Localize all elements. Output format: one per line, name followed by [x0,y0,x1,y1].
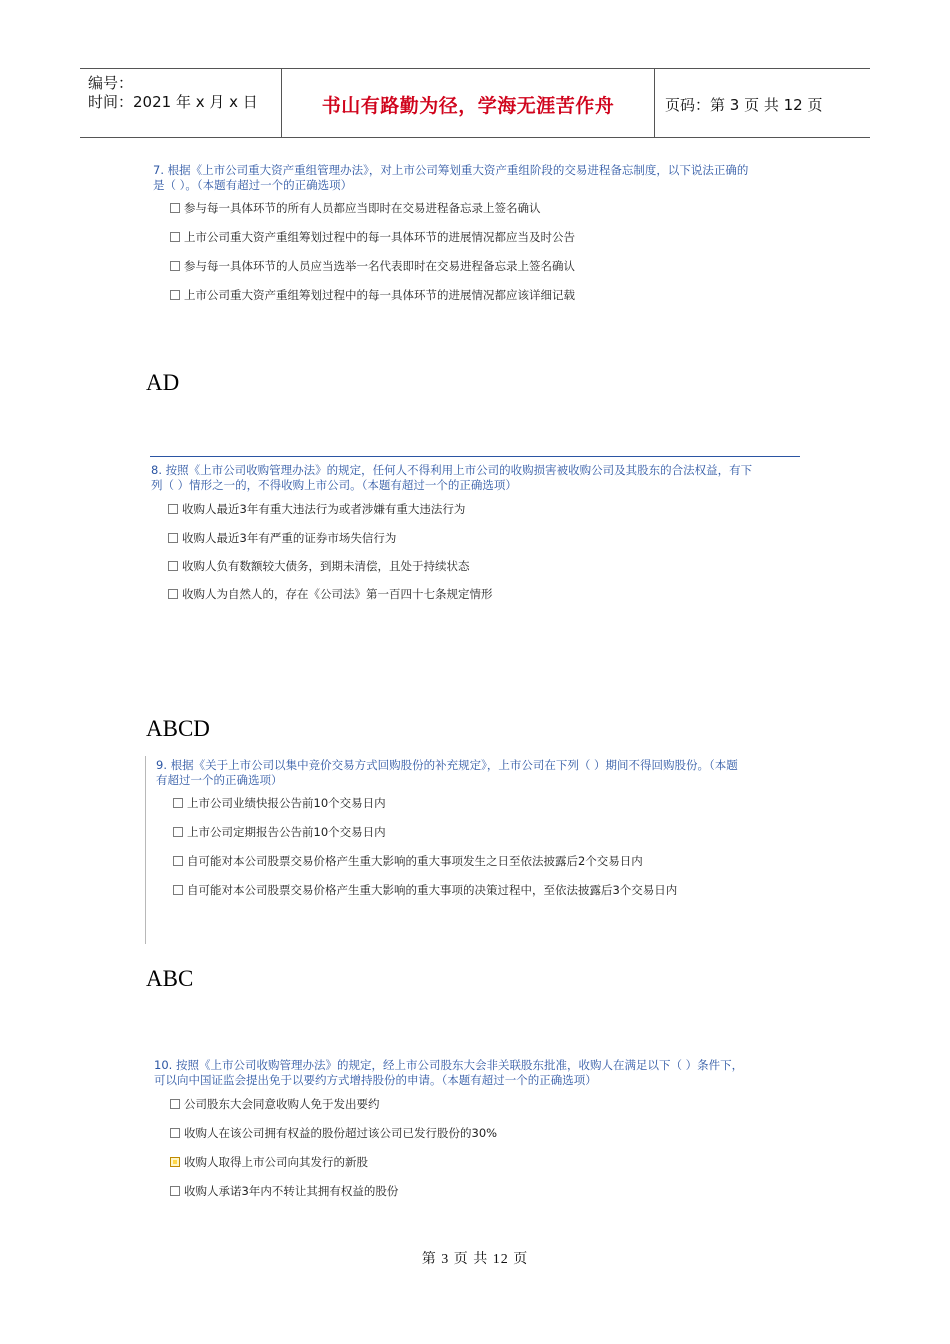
checkbox-icon[interactable] [170,290,180,300]
question-8-option-b[interactable] [168,531,396,545]
checkbox-icon[interactable] [168,533,178,543]
question-10-option-d[interactable] [170,1184,398,1198]
option-label: 收购人最近3年有重大违法行为或者涉嫌有重大违法行为 [182,502,466,516]
question-7-text [153,163,748,193]
option-label: 收购人在该公司拥有权益的股份超过该公司已发行股份的30% [184,1126,498,1140]
question-line: 10. 按照《上市公司收购管理办法》的规定，经上市公司股东大会非关联股东批准，收购人在满足以下（ ）条件下， [154,1058,744,1072]
checkbox-icon[interactable] [168,589,178,599]
header-motto-cell [282,69,655,137]
checkbox-icon[interactable] [173,885,183,895]
checkbox-icon[interactable] [170,261,180,271]
question-line: 7. 根据《上市公司重大资产重组管理办法》，对上市公司筹划重大资产重组阶段的交易进程备忘制度，以下说法正确的 [153,163,749,177]
question-10-text [154,1058,743,1088]
option-label: 收购人负有数额较大债务，到期未清偿，且处于持续状态 [182,559,470,573]
question-7-option-b[interactable] [170,230,575,244]
document-time-label: 时间：2021 年 x 月 x 日 [88,93,258,111]
question-7-option-a[interactable] [170,201,541,215]
question-7-option-d[interactable] [170,288,575,302]
checkbox-icon[interactable] [170,1186,180,1196]
header-page-number: 页码：第 3 页 共 12 页 [665,96,823,114]
checkbox-checked-icon[interactable] [170,1157,180,1167]
option-label: 参与每一具体环节的所有人员都应当即时在交易进程备忘录上签名确认 [184,201,541,215]
checkbox-icon[interactable] [170,1128,180,1138]
question-9-text [156,758,738,788]
question-8-text [151,463,752,493]
checkbox-icon[interactable] [170,203,180,213]
header-page-cell [655,69,870,137]
checkbox-icon[interactable] [170,1099,180,1109]
question-line: 9. 根据《关于上市公司以集中竞价交易方式回购股份的补充规定》，上市公司在下列（ ）期间不得回购股份。（本题 [156,758,738,772]
option-label: 上市公司重大资产重组筹划过程中的每一具体环节的进展情况都应当及时公告 [184,230,575,244]
checkbox-icon[interactable] [173,827,183,837]
question-10-option-a[interactable] [170,1097,380,1111]
page-header [80,68,870,138]
checkbox-icon[interactable] [173,798,183,808]
question-8-option-a[interactable] [168,502,465,516]
option-label: 上市公司重大资产重组筹划过程中的每一具体环节的进展情况都应该详细记载 [184,288,575,302]
question-7-answer: AD [146,370,180,395]
page-footer: 第 3 页 共 12 页 [421,1252,529,1267]
question-line: 8. 按照《上市公司收购管理办法》的规定，任何人不得利用上市公司的收购损害被收购公司及其股东的合法权益，有下 [151,463,753,477]
section-divider [150,456,800,457]
option-label: 收购人承诺3年内不转让其拥有权益的股份 [184,1184,399,1198]
option-label: 自可能对本公司股票交易价格产生重大影响的重大事项发生之日至依法披露后2个交易日内 [187,854,643,868]
question-9-option-d[interactable] [173,883,677,897]
question-8-option-c[interactable] [168,559,470,573]
checkbox-icon[interactable] [173,856,183,866]
question-10-option-c[interactable] [170,1155,368,1169]
option-label: 收购人为自然人的，存在《公司法》第一百四十七条规定情形 [182,587,493,601]
question-9-option-a[interactable] [173,796,386,810]
document-number-label: 编号： [88,74,134,92]
question-line: 有超过一个的正确选项） [156,773,283,787]
question-8-answer: ABCD [146,716,210,741]
checkbox-icon[interactable] [168,504,178,514]
option-label: 收购人最近3年有严重的证券市场失信行为 [182,531,397,545]
option-label: 参与每一具体环节的人员应当选举一名代表即时在交易进程备忘录上签名确认 [184,259,575,273]
question-8-option-d[interactable] [168,587,493,601]
checkbox-icon[interactable] [168,561,178,571]
question-9-option-c[interactable] [173,854,643,868]
question-9-option-b[interactable] [173,825,386,839]
option-label: 上市公司定期报告公告前10个交易日内 [187,825,386,839]
option-label: 自可能对本公司股票交易价格产生重大影响的重大事项的决策过程中，至依法披露后3个交易日内 [187,883,678,897]
question-line: 列（ ）情形之一的，不得收购上市公司。（本题有超过一个的正确选项） [151,478,517,492]
question-line: 可以向中国证监会提出免于以要约方式增持股份的申请。（本题有超过一个的正确选项） [154,1073,597,1087]
question-10-option-b[interactable] [170,1126,497,1140]
question-line: 是（ ）。（本题有超过一个的正确选项） [153,178,353,192]
option-label: 收购人取得上市公司向其发行的新股 [184,1155,368,1169]
option-label: 上市公司业绩快报公告前10个交易日内 [187,796,386,810]
checkbox-icon[interactable] [170,232,180,242]
header-info-cell [80,69,282,137]
question-7-option-c[interactable] [170,259,575,273]
option-label: 公司股东大会同意收购人免于发出要约 [184,1097,380,1111]
question-9-left-border [145,756,146,944]
header-motto: 书山有路勤为径，学海无涯苦作舟 [321,95,615,117]
question-9-answer: ABC [146,966,194,991]
